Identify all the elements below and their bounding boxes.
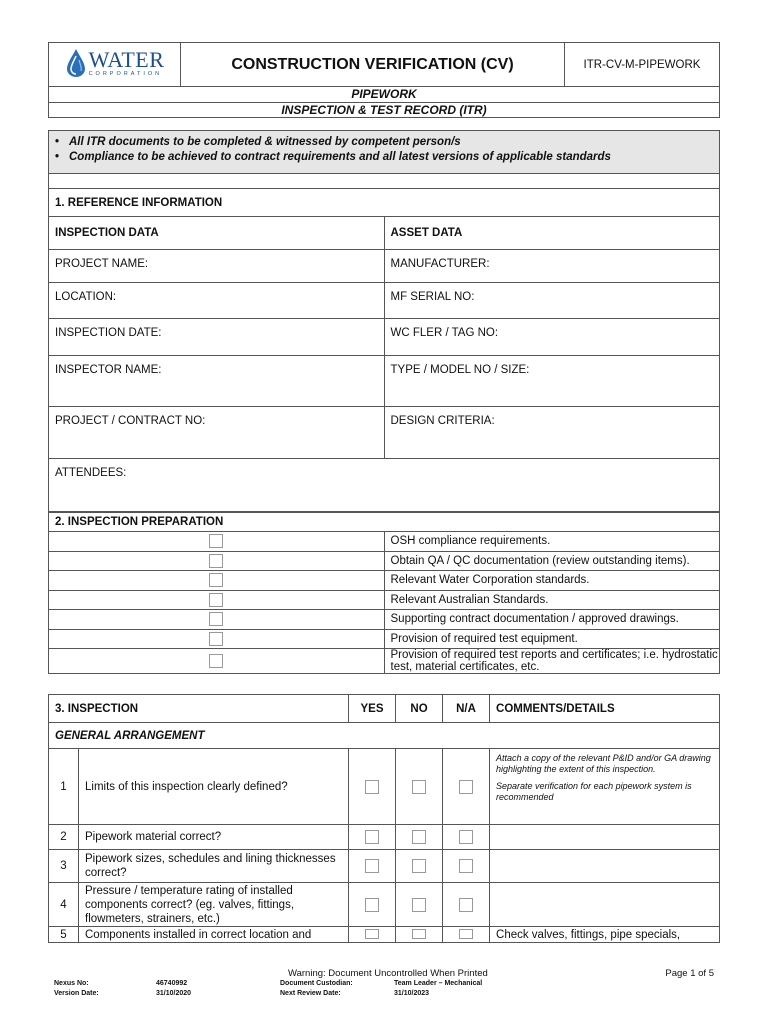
inspection-question: Pipework sizes, schedules and lining thicknesses correct? xyxy=(79,850,349,883)
itr-document xyxy=(48,42,720,943)
prep-item: Relevant Australian Standards. xyxy=(384,590,720,610)
no-checkbox[interactable] xyxy=(412,859,426,873)
comment-text: Separate verification for each pipework system is recommended xyxy=(496,781,692,802)
no-checkbox[interactable] xyxy=(412,898,426,912)
project-name-field[interactable]: PROJECT NAME: xyxy=(49,249,385,282)
instruction-item: • All ITR documents to be completed & witnessed by competent person/s xyxy=(55,135,713,150)
document-title: CONSTRUCTION VERIFICATION (CV) xyxy=(181,43,565,87)
no-checkbox[interactable] xyxy=(412,780,426,794)
logo-cell xyxy=(49,43,181,87)
prep-item: Provision of required test reports and certificates; i.e. hydrostatic test, material certificates, etc. xyxy=(384,649,720,674)
section-title-inspection: 3. INSPECTION xyxy=(49,695,349,723)
manufacturer-field[interactable]: MANUFACTURER: xyxy=(384,249,720,282)
prep-checkbox[interactable] xyxy=(209,534,223,548)
mf-serial-field[interactable]: MF SERIAL NO: xyxy=(384,282,720,318)
attendees-field[interactable]: ATTENDEES: xyxy=(49,458,720,511)
asset-data-heading: ASSET DATA xyxy=(384,216,720,249)
yes-checkbox[interactable] xyxy=(365,830,379,844)
prep-item: Supporting contract documentation / approved drawings. xyxy=(384,610,720,630)
na-checkbox[interactable] xyxy=(459,898,473,912)
yes-column-header: YES xyxy=(349,695,396,723)
no-checkbox[interactable] xyxy=(412,929,426,939)
yes-checkbox[interactable] xyxy=(365,929,379,939)
inspection-data-heading: INSPECTION DATA xyxy=(49,216,385,249)
na-checkbox[interactable] xyxy=(459,929,473,939)
subtitle-pipework: PIPEWORK xyxy=(49,87,720,102)
prep-item: Obtain QA / QC documentation (review outstanding items). xyxy=(384,551,720,571)
page-number: Page 1 of 5 xyxy=(665,968,714,979)
reference-information-table xyxy=(48,188,720,512)
no-checkbox[interactable] xyxy=(412,830,426,844)
na-column-header: N/A xyxy=(443,695,490,723)
item-number: 1 xyxy=(49,749,79,825)
prep-item: Relevant Water Corporation standards. xyxy=(384,571,720,591)
prep-checkbox[interactable] xyxy=(209,632,223,646)
nexus-label: Nexus No: xyxy=(54,980,89,987)
comment-cell[interactable] xyxy=(490,883,720,927)
prep-checkbox[interactable] xyxy=(209,593,223,607)
uncontrolled-warning: Warning: Document Uncontrolled When Printed xyxy=(288,968,488,979)
comment-text: Check valves, fittings, pipe specials, xyxy=(490,927,720,943)
version-label: Version Date: xyxy=(54,990,99,997)
item-number: 3 xyxy=(49,850,79,883)
document-header xyxy=(48,42,720,87)
group-general-arrangement: GENERAL ARRANGEMENT xyxy=(49,723,720,749)
comment-cell[interactable] xyxy=(490,749,720,825)
review-label: Next Review Date: xyxy=(280,990,341,997)
inspection-table xyxy=(48,694,720,943)
inspector-name-field[interactable]: INSPECTOR NAME: xyxy=(49,355,385,406)
inspection-question: Pipework material correct? xyxy=(79,825,349,850)
item-number: 5 xyxy=(49,927,79,943)
inspection-question: Limits of this inspection clearly defined? xyxy=(79,749,349,825)
nexus-value: 46740992 xyxy=(156,980,188,987)
review-value: 31/10/2023 xyxy=(394,990,430,997)
section-spacer xyxy=(48,174,720,188)
prep-item: OSH compliance requirements. xyxy=(384,532,720,552)
no-column-header: NO xyxy=(396,695,443,723)
inspection-preparation-table xyxy=(48,512,720,675)
yes-checkbox[interactable] xyxy=(365,859,379,873)
type-model-field[interactable]: TYPE / MODEL NO / SIZE: xyxy=(384,355,720,406)
custodian-label: Document Custodian: xyxy=(280,980,353,987)
logo-word: WATER xyxy=(88,46,165,72)
comments-column-header: COMMENTS/DETAILS xyxy=(490,695,720,723)
document-subtitle xyxy=(48,87,720,118)
yes-checkbox[interactable] xyxy=(365,898,379,912)
inspection-question: Pressure / temperature rating of installed components correct? (eg. valves, fittings, flowmeters, strainers, etc.) xyxy=(79,883,349,927)
comment-cell[interactable] xyxy=(490,850,720,883)
prep-checkbox[interactable] xyxy=(209,554,223,568)
logo-sub: CORPORATION xyxy=(88,70,163,77)
tag-no-field[interactable]: WC FLER / TAG NO: xyxy=(384,318,720,355)
prep-checkbox[interactable] xyxy=(209,654,223,668)
location-field[interactable]: LOCATION: xyxy=(49,282,385,318)
item-number: 2 xyxy=(49,825,79,850)
comment-text: Attach a copy of the relevant P&ID and/or GA drawing highlighting the extent of this inspection. xyxy=(496,753,711,774)
na-checkbox[interactable] xyxy=(459,780,473,794)
section-title-preparation: 2. INSPECTION PREPARATION xyxy=(49,512,720,532)
inspection-question: Components installed in correct location and xyxy=(79,927,349,943)
water-drop-icon xyxy=(65,48,87,78)
version-value: 31/10/2020 xyxy=(156,990,192,997)
inspection-date-field[interactable]: INSPECTION DATE: xyxy=(49,318,385,355)
instructions-box xyxy=(48,130,720,174)
subtitle-itr: INSPECTION & TEST RECORD (ITR) xyxy=(49,102,720,117)
section-title-reference: 1. REFERENCE INFORMATION xyxy=(49,188,720,216)
yes-checkbox[interactable] xyxy=(365,780,379,794)
na-checkbox[interactable] xyxy=(459,859,473,873)
contract-no-field[interactable]: PROJECT / CONTRACT NO: xyxy=(49,406,385,458)
custodian-value: Team Leader – Mechanical xyxy=(394,980,483,987)
design-criteria-field[interactable]: DESIGN CRITERIA: xyxy=(384,406,720,458)
document-code: ITR-CV-M-PIPEWORK xyxy=(565,43,720,87)
prep-item: Provision of required test equipment. xyxy=(384,629,720,649)
prep-checkbox[interactable] xyxy=(209,573,223,587)
prep-checkbox[interactable] xyxy=(209,612,223,626)
comment-cell[interactable] xyxy=(490,825,720,850)
na-checkbox[interactable] xyxy=(459,830,473,844)
item-number: 4 xyxy=(49,883,79,927)
water-corporation-logo xyxy=(65,48,165,78)
instruction-item: • Compliance to be achieved to contract requirements and all latest versions of applicable standards xyxy=(55,150,713,165)
